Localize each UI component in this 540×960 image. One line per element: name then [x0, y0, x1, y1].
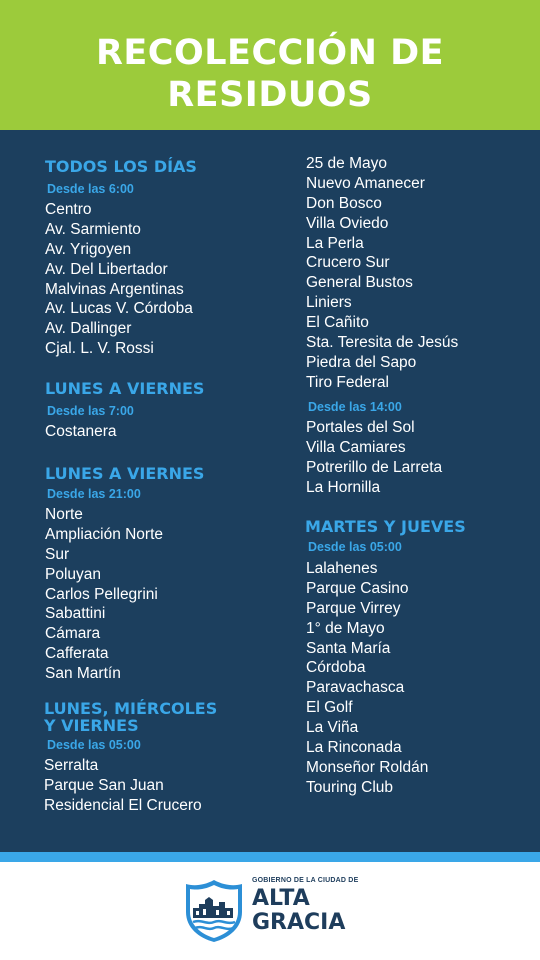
list-item: Monseñor Roldán — [306, 758, 429, 776]
accent-stripe — [0, 852, 540, 862]
section-time-lv1: Desde las 7:00 — [47, 404, 134, 418]
section-heading-lmv-line2: Y VIERNES — [44, 716, 139, 735]
list-item: Av. Dallinger — [45, 320, 132, 338]
list-item: La Perla — [306, 234, 364, 252]
list-item: San Martín — [45, 665, 121, 683]
list-item: Centro — [45, 201, 92, 218]
list-item: La Viña — [306, 719, 359, 737]
list-item: Av. Sarmiento — [45, 220, 141, 238]
section-heading-lv1: LUNES A VIERNES — [45, 379, 205, 398]
logo-line-2: GRACIA — [252, 910, 346, 935]
list-item: Villa Camiares — [306, 438, 406, 456]
list-item: Portales del Sol — [306, 419, 415, 436]
list-item: La Hornilla — [306, 478, 381, 496]
list-item: Sabattini — [45, 605, 106, 623]
city-shield-emblem-icon — [183, 878, 245, 944]
list-item: 1° de Mayo — [306, 619, 385, 637]
section-heading-lmv-line1: LUNES, MIÉRCOLES — [44, 699, 218, 718]
section-heading-todos: TODOS LOS DÍAS — [45, 157, 197, 176]
section-time-lmv: Desde las 05:00 — [47, 738, 141, 752]
section-time-mj: Desde las 05:00 — [308, 540, 402, 554]
list-item: Cjal. L. V. Rossi — [45, 340, 154, 358]
list-item: Lalahenes — [306, 560, 378, 577]
list-item: Residencial El Crucero — [44, 796, 202, 814]
list-lmv — [44, 756, 202, 816]
title-line-2: RESIDUOS — [167, 75, 373, 115]
list-item: Potrerillo de Larreta — [306, 458, 443, 476]
list-continued — [306, 154, 458, 393]
list-item: Parque Casino — [306, 579, 409, 597]
list-item: Piedra del Sapo — [306, 353, 417, 371]
list-item: Ampliación Norte — [45, 525, 164, 543]
list-item: Liniers — [306, 294, 352, 312]
section-time-lv2: Desde las 21:00 — [47, 487, 141, 501]
logo-line-1: ALTA — [252, 886, 310, 911]
list-item: Cámara — [45, 625, 101, 643]
list-todos — [45, 200, 193, 359]
list-lv2 — [45, 505, 163, 684]
list-item: Tiro Federal — [306, 373, 389, 391]
list-item: El Cañito — [306, 314, 369, 332]
list-item: Don Bosco — [306, 194, 382, 212]
title-line-1: RECOLECCIÓN DE — [95, 33, 445, 73]
list-item: Parque San Juan — [44, 776, 164, 794]
list-item: Carlos Pellegrini — [45, 585, 158, 603]
list-item: Av. Del Libertador — [45, 260, 168, 278]
footer — [0, 862, 540, 960]
list-item: La Rinconada — [306, 739, 402, 757]
list-item: El Golf — [306, 699, 353, 717]
list-item: Sur — [45, 545, 70, 563]
page-title — [0, 32, 540, 116]
header-banner — [0, 0, 540, 130]
list-item: Sta. Teresita de Jesús — [306, 334, 459, 352]
list-item: Nuevo Amanecer — [306, 174, 425, 192]
list-item: Malvinas Argentinas — [45, 280, 184, 298]
list-item: Crucero Sur — [306, 254, 390, 272]
list-item: Santa María — [306, 639, 391, 657]
section-heading-mj: MARTES Y JUEVES — [305, 517, 466, 536]
list-item: Serralta — [44, 757, 99, 774]
list-item: Parque Virrey — [306, 599, 401, 617]
list-item: Villa Oviedo — [306, 214, 389, 232]
list-item: Cafferata — [45, 645, 109, 663]
list-lv1 — [45, 422, 117, 442]
section-time-todos: Desde las 6:00 — [47, 182, 134, 196]
list-item: Paravachasca — [306, 679, 405, 697]
list-mj — [306, 559, 428, 798]
section-heading-lv2: LUNES A VIERNES — [45, 464, 205, 483]
list-item: Av. Lucas V. Córdoba — [45, 300, 193, 318]
list-item: General Bustos — [306, 274, 413, 292]
list-item: Norte — [45, 506, 83, 523]
list-item: Poluyan — [45, 565, 102, 583]
list-item: Av. Yrigoyen — [45, 240, 132, 258]
list-afternoon — [306, 418, 442, 498]
section-time-afternoon: Desde las 14:00 — [308, 400, 402, 414]
logo-subtitle: GOBIERNO DE LA CIUDAD DE — [252, 877, 359, 884]
list-item: 25 de Mayo — [306, 155, 387, 172]
schedule-panel — [0, 130, 540, 852]
list-item: Touring Club — [306, 778, 394, 796]
list-item: Costanera — [45, 423, 117, 440]
list-item: Córdoba — [306, 659, 366, 677]
